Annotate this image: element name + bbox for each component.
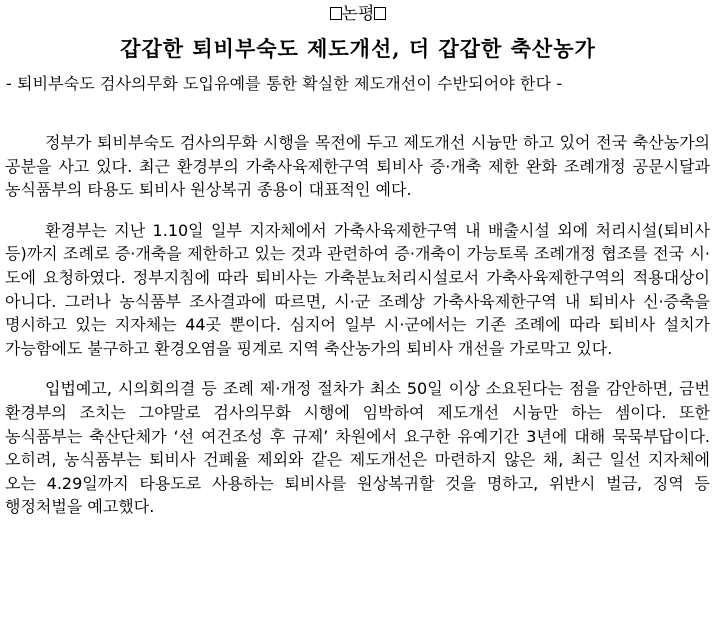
commentary-label (0, 3, 716, 25)
box-right-icon (374, 7, 386, 20)
document-title: 갑갑한 퇴비부숙도 제도개선, 더 갑갑한 축산농가 (120, 36, 596, 61)
box-left-icon (330, 7, 342, 20)
paragraph-2: 환경부는 지난 1.10일 일부 지자체에서 가축사육제한구역 내 배출시설 외에 처리시설(퇴비사 등)까지 조례로 증·개축을 제한하고 있는 것과 관련하여 증·개축이 가능토록 조례개정 협조를 전국 시·도에 요청하였다. 정부지침에 따라 퇴비사는 가축분뇨처리시설로서 가축사육제한구역의 적용대상이 아니다. 그러나 농식품부 조사결과에 따르면, 시·군 조례상 가축사육제한구역 내 퇴비사 신·증축을 명시하고 있는 지자체는 44곳 뿐이다. 심지어 일부 시·군에서는 기존 조례에 따라 퇴비사 설치가 가능함에도 불구하고 환경오염을 핑계로 지역 축산농가의 퇴비사 개선을 가로막고 있다. (5, 220, 710, 358)
commentary-label-text: 논평 (341, 4, 375, 24)
paragraph-1: 정부가 퇴비부숙도 검사의무화 시행을 목전에 두고 제도개선 시늉만 하고 있어 전국 축산농가의 공분을 사고 있다. 최근 환경부의 가축사육제한구역 퇴비사 증·개축 제한 완화 조례개정 공문시달과 농식품부의 타용도 퇴비사 원상복귀 종용이 대표적인 예다. (5, 133, 710, 200)
document-body (5, 131, 710, 536)
document-subtitle: - 퇴비부숙도 검사의무화 도입유예를 통한 확실한 제도개선이 수반되어야 한다 - (6, 74, 563, 93)
paragraph-3: 입법예고, 시의회의결 등 조례 제·개정 절차가 최소 50일 이상 소요된다는 점을 감안하면, 금번 환경부의 조치는 그야말로 검사의무화 시행에 임박하여 제도개선 시늉만 하는 셈이다. 또한 농식품부는 축산단체가 ‘선 여건조성 후 규제’ 차원에서 요구한 유예기간 3년에 대해 묵묵부답이다. 오히려, 농식품부는 퇴비사 건폐율 제외와 같은 제도개선은 마련하지 않은 채, 최근 일선 지자체에 오는 4.29일까지 타용도로 사용하는 퇴비사를 원상복귀할 것을 명하고, 위반시 벌금, 징역 등 행정처벌을 예고했다. (5, 379, 710, 517)
